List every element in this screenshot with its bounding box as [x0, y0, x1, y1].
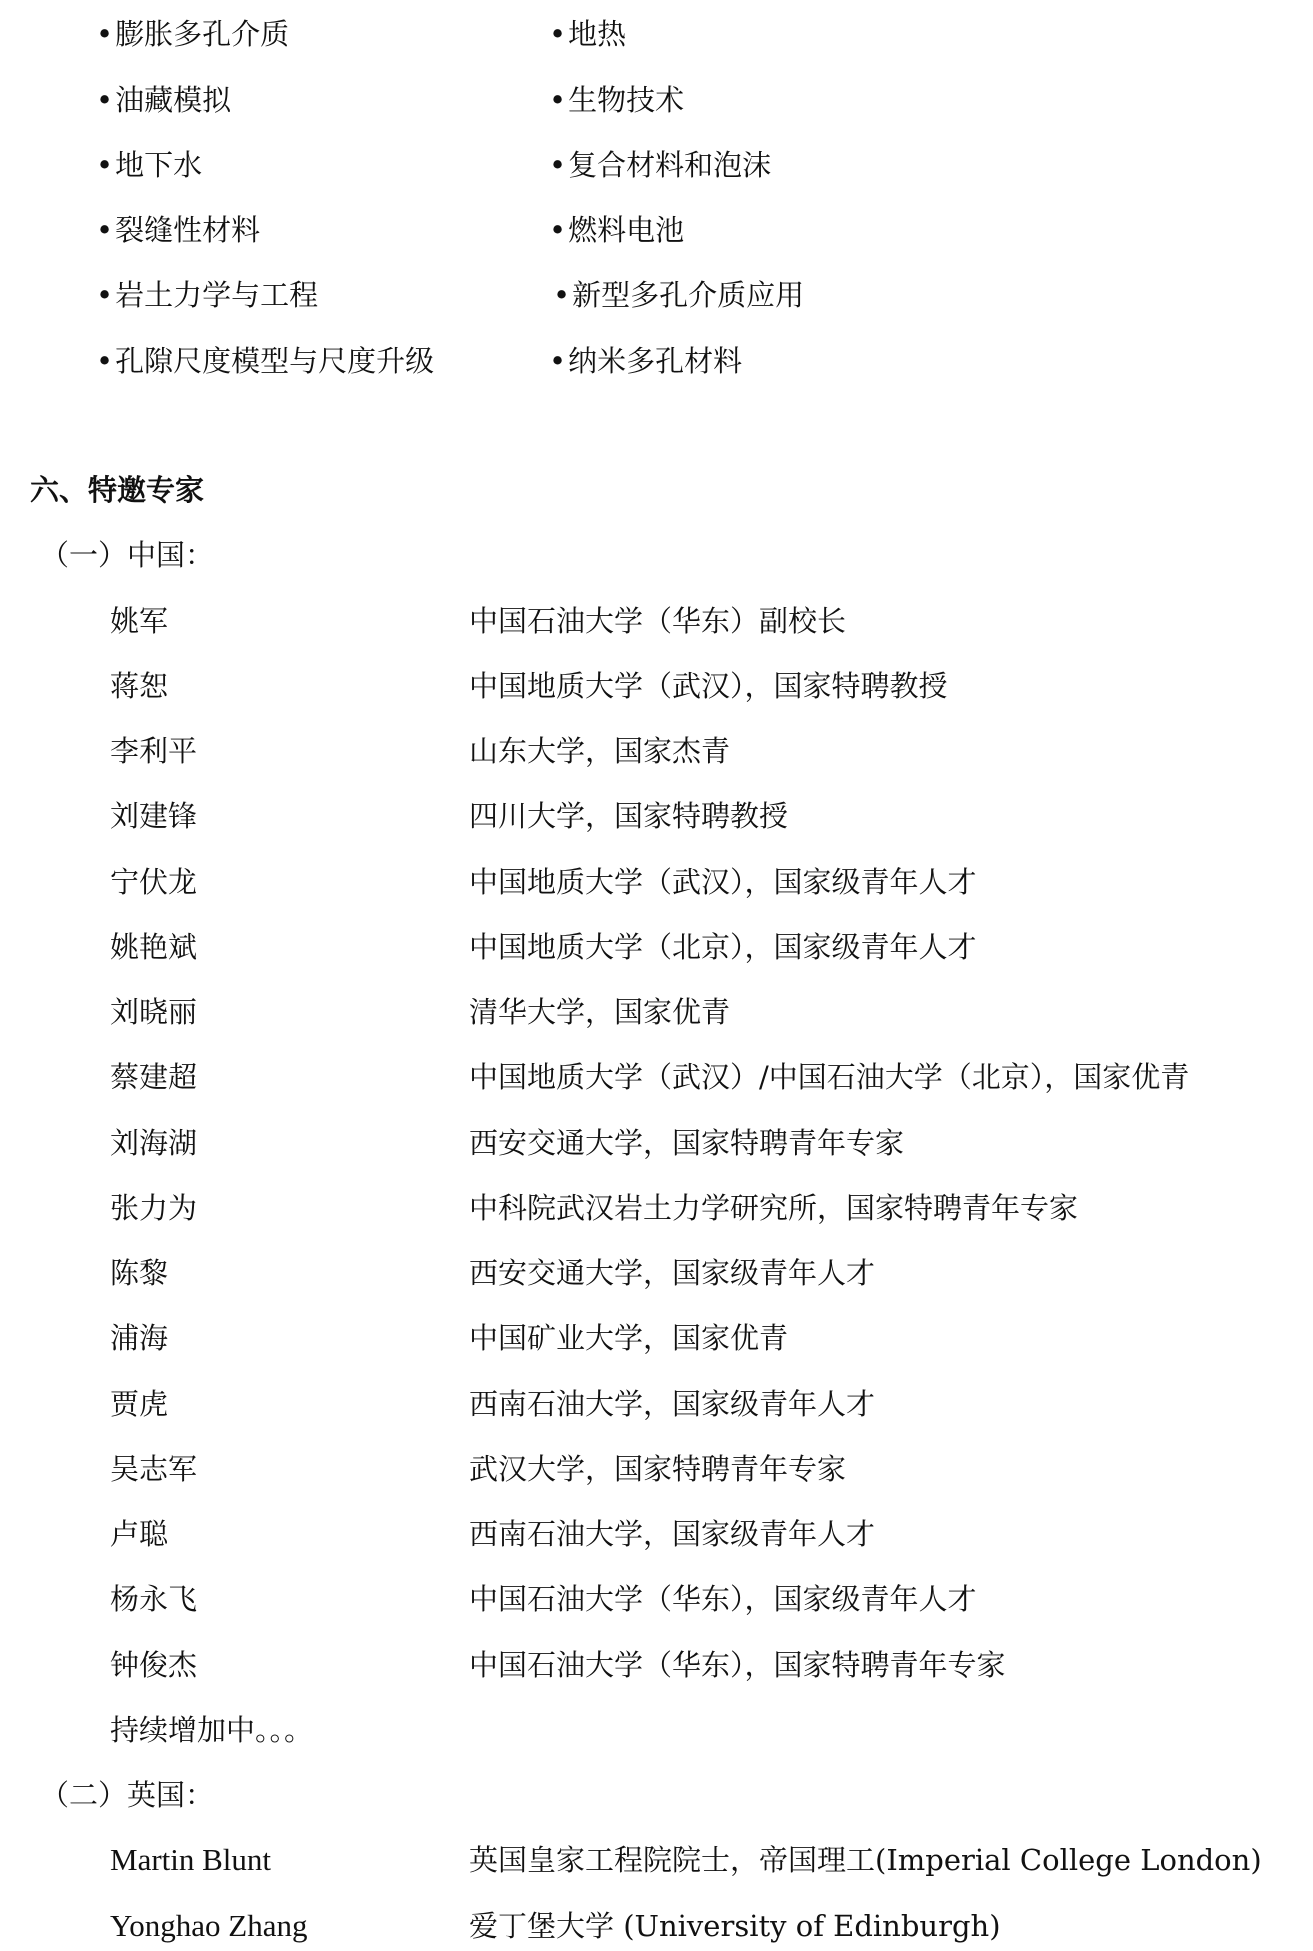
expert-affiliation: 英国皇家工程院院士，帝国理工(Imperial College London)	[469, 1843, 1262, 1877]
subsection-heading-china: （一）中国：	[40, 538, 215, 572]
expert-affiliation: 中科院武汉岩土力学研究所，国家特聘青年专家	[469, 1191, 1079, 1225]
expert-name: Martin Blunt	[110, 1842, 272, 1877]
expert-name: 杨永飞	[110, 1582, 198, 1616]
topic-item: • 孔隙尺度模型与尺度升级	[96, 343, 434, 379]
expert-name: 姚艳斌	[110, 930, 198, 964]
expert-affiliation: 四川大学，国家特聘教授	[469, 799, 789, 833]
expert-affiliation: 中国石油大学（华东），国家级青年人才	[469, 1582, 977, 1616]
expert-name: 刘建锋	[110, 799, 198, 833]
topic-item: • 纳米多孔材料	[549, 343, 742, 379]
expert-name: 蒋恕	[110, 669, 169, 703]
topic-item: • 岩土力学与工程	[96, 277, 318, 313]
more-experts-note: 持续增加中。。。	[110, 1713, 314, 1747]
expert-name: 张力为	[110, 1191, 198, 1225]
topic-item: • 地热	[549, 16, 626, 52]
topic-item: • 生物技术	[549, 82, 684, 118]
expert-name: 吴志军	[110, 1452, 198, 1486]
topic-item: • 地下水	[96, 147, 202, 183]
topic-item: • 油藏模拟	[96, 82, 231, 118]
expert-name: 李利平	[110, 734, 198, 768]
expert-name: 钟俊杰	[110, 1648, 198, 1682]
expert-affiliation: 中国地质大学（武汉）/中国石油大学（北京），国家优青	[469, 1060, 1190, 1094]
expert-name: 卢聪	[110, 1517, 169, 1551]
topic-item: • 燃料电池	[549, 212, 684, 248]
topic-item: • 裂缝性材料	[96, 212, 260, 248]
expert-name: 刘海湖	[110, 1126, 198, 1160]
topic-item: • 膨胀多孔介质	[96, 16, 289, 52]
expert-affiliation: 清华大学，国家优青	[469, 995, 731, 1029]
expert-affiliation: 西南石油大学，国家级青年人才	[469, 1387, 876, 1421]
expert-affiliation: 山东大学，国家杰青	[469, 734, 731, 768]
expert-name: Yonghao Zhang	[110, 1908, 308, 1943]
expert-affiliation: 武汉大学，国家特聘青年专家	[469, 1452, 847, 1486]
topic-item: • 复合材料和泡沫	[549, 147, 771, 183]
expert-name: 刘晓丽	[110, 995, 198, 1029]
expert-affiliation: 中国地质大学（北京），国家级青年人才	[469, 930, 977, 964]
expert-affiliation: 西安交通大学，国家级青年人才	[469, 1256, 876, 1290]
expert-affiliation: 爱丁堡大学 (University of Edinburgh)	[469, 1909, 1001, 1943]
expert-affiliation: 中国石油大学（华东）副校长	[469, 604, 847, 638]
expert-affiliation: 西安交通大学，国家特聘青年专家	[469, 1126, 905, 1160]
expert-affiliation: 中国石油大学（华东），国家特聘青年专家	[469, 1648, 1006, 1682]
expert-name: 姚军	[110, 604, 169, 638]
expert-name: 蔡建超	[110, 1060, 198, 1094]
subsection-heading-uk: （二）英国：	[40, 1778, 215, 1812]
expert-name: 陈黎	[110, 1256, 169, 1290]
expert-affiliation: 中国地质大学（武汉），国家级青年人才	[469, 865, 977, 899]
expert-affiliation: 西南石油大学，国家级青年人才	[469, 1517, 876, 1551]
expert-name: 浦海	[110, 1321, 169, 1355]
section-title: 六、特邀专家	[30, 473, 205, 507]
topic-item: • 新型多孔介质应用	[553, 277, 804, 313]
expert-name: 宁伏龙	[110, 865, 198, 899]
expert-name: 贾虎	[110, 1387, 169, 1421]
expert-affiliation: 中国地质大学（武汉），国家特聘教授	[469, 669, 948, 703]
expert-affiliation: 中国矿业大学，国家优青	[469, 1321, 789, 1355]
